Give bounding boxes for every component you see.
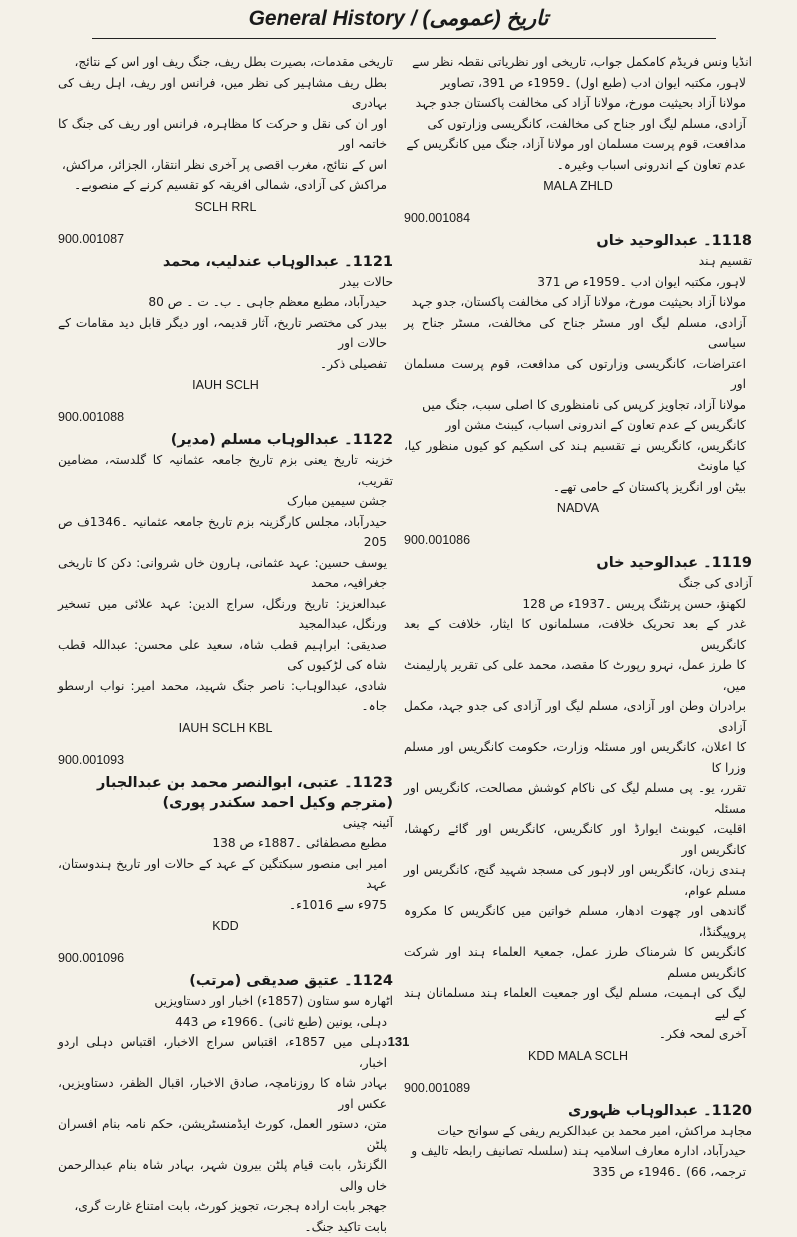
entry-text-line: الگزنڈر، بابت قیام پلٹن بیرون شہر، بہادر شاہ بنام عبدالرحمن خاں والی [58,1155,393,1196]
catalog-entry [58,52,393,214]
entry-text-line: آزادی، مسلم لیگ اور مسٹر جناح کی مخالفت، مسٹر جناح پر سیاسی [404,313,752,354]
catalog-entry [58,410,393,735]
entry-text-line: ہندی زبان، کانگریس اور لاہور کی مسجد شہید گنج، کانگریس اور مسلم عوام، [404,860,752,901]
entry-text-line: بابت تاکید جنگ۔ [58,1217,393,1237]
accession-number: 900.001088 [58,410,393,424]
entry-text-line: اعتراضات، کانگریسی وزارتوں کی مدافعت، قوم پرست مسلمان اور [404,354,752,395]
entry-text-line: مولانا آزاد، تجاویز کرپس کی نامنظوری کا اصلی سبب، جنگ میں [404,395,752,416]
catalog-entry [404,1081,752,1183]
entry-text-line: امیر ابی منصور سبکتگین کے عہد کے حالات اور تاریخ ہندوستان، عہد [58,854,393,895]
entry-text-line: جھجر بابت ارادہ ہجرت، تجویز کورٹ، بابت امتناع غارت گری، [58,1196,393,1217]
entry-text-line: بہادر شاہ کا روزنامچہ، صادق الاخبار، اقبال الظفر، دستاویزیں، عکس اور [58,1073,393,1114]
entry-text-line: اور ان کی نقل و حرکت کا مظاہرہ، فرانس اور ریف کی جنگ کا خاتمہ اور [58,114,393,155]
catalog-entry [58,951,393,1237]
entry-heading: 1122۔ عبدالوہاب مسلم (مدیر) [58,430,393,450]
header-divider [92,38,716,39]
entry-text-line: عدم تعاون کے اندرونی اسباب وغیرہ۔ [404,155,752,176]
entry-text-line: مطبع مصطفائی ۔1887ء ص 138 [58,833,393,854]
entry-text-line: مولانا آزاد بحیثیت مورخ، مولانا آزاد کی مخالفت پاکستان، جدو جہد [404,292,752,313]
entry-text-line: اس کے نتائج، مغرب اقصی پر آخری نظر انتقار، الجزائر، مراکش، [58,155,393,176]
entry-heading: 1124۔ عتیق صدیقی (مرتب) [58,971,393,991]
entry-heading: 1118۔ عبدالوحید خاں [404,231,752,251]
entry-text-line: بیٹن اور انگریز پاکستان کے حامی تھے۔ [404,477,752,498]
entry-text-line: ترجمہ، 66) ۔1946ء ص 335 [404,1162,752,1183]
entry-heading: 1121۔ عبدالوہاب عندلیب، محمد [58,252,393,272]
entry-text-line: لیگ کی اہمیت، مسلم لیگ اور جمعیت العلماء ہند مسلمانان ہند کے لیے [404,983,752,1024]
accession-number: 900.001093 [58,753,393,767]
entry-text-line: جشن سیمین مبارک [58,491,393,512]
entry-heading: 1123۔ عتبی، ابوالنصر محمد بن عبدالجبار (مترجم وکیل احمد سکندر پوری) [58,773,393,813]
entry-text-line: دہلی میں 1857ء، اقتباس سراج الاخبار، اقتباس دہلی اردو اخبار، [58,1032,393,1073]
catalog-entry [404,52,752,193]
entry-text-line: انڈیا ونس فریڈم کامکمل جواب، تاریخی اور نظریاتی نقطہ نظر سے [404,52,752,73]
entry-text-line: بطل ریف مشاہیر کی نظر میں، فرانس اور ریف، اہل ریف کی بہادری [58,73,393,114]
catalog-entry [58,753,393,934]
accession-number: 900.001086 [404,533,752,547]
entry-text-line: لکھنؤ، حسن پرنٹنگ پریس ۔1937ء ص 128 [404,594,752,615]
entry-text-line: لاہور، مکتبہ ایوان ادب ۔1959ء ص 371 [404,272,752,293]
entry-text-line: حیدرآباد، مجلس کارگزینہ بزم تاریخ جامعہ عثمانیہ ۔1346ف ص 205 [58,512,393,553]
entry-text-line: تفصیلی ذکر۔ [58,354,393,375]
library-codes: KDD MALA SCLH [404,1049,752,1063]
entry-text-line: تقرر، یو۔ پی مسلم لیگ کی ناکام کوشش مصالحت، کانگریس اور مسئلہ [404,778,752,819]
entry-text-line: دہلی، یونین (طبع ثانی) ۔1966ء ص 443 [58,1012,393,1033]
page-number: 131 [0,1034,797,1049]
entry-text-line: بیدر کی مختصر تاریخ، آثار قدیمہ، اور دیگر قابل دید مقامات کے حالات اور [58,313,393,354]
entry-text-line: لاہور، مکتبہ ایوان ادب (طبع اول) ۔1959ء ص 391، تصاویر [404,73,752,94]
library-codes: KDD [58,919,393,933]
catalog-entry [404,533,752,1063]
entry-text-line: اٹھارہ سو ستاون (1857ء) اخبار اور دستاویزیں [58,991,393,1012]
accession-number: 900.001089 [404,1081,752,1095]
accession-number: 900.001087 [58,232,393,246]
page-header [0,6,797,36]
entry-text-line: حالات بیدر [58,272,393,293]
catalog-entry [404,211,752,515]
entry-text-line: شادی، عبدالوہاب: ناصر جنگ شہید، محمد امیر: نواب ارسطو جاہ۔ [58,676,393,717]
accession-number: 900.001084 [404,211,752,225]
entry-text-line: کانگریس کا شرمناک طرز عمل، جمعیۃ العلماء ہند اور شرکت کانگریس مسلم [404,942,752,983]
page-header-title: General History / (عمومی) تاریخ [249,7,549,30]
entry-text-line: عبدالعزیز: تاریخ ورنگل، سراج الدین: عہد علائی میں تسخیر ورنگل، عبدالمجید [58,594,393,635]
catalog-entry [58,232,393,393]
entry-text-line: صدیقی: ابراہیم قطب شاہ، سعید علی محسن: عبداللہ قطب شاہ کی لڑکیوں کی [58,635,393,676]
entry-text-line: مولانا آزاد بحیثیت مورخ، مولانا آزاد کی مخالفت پاکستان جدو جہد [404,93,752,114]
entry-text-line: متن، دستور العمل، کورٹ ایڈمنسٹریشن، حکم نامہ بنام افسران پلٹن [58,1114,393,1155]
entry-text-line: تقسیم ہند [404,251,752,272]
entry-text-line: آزادی، مسلم لیگ اور جناح کی مخالفت، کانگریسی وزارتوں کی [404,114,752,135]
entry-text-line: خزینہ تاریخ یعنی بزم تاریخ جامعہ عثمانیہ کا گلدستہ، مضامین تقریب، [58,450,393,491]
entry-heading: 1119۔ عبدالوحید خاں [404,553,752,573]
entry-text-line: آزادی کی جنگ [404,573,752,594]
entry-text-line: حیدرآباد، مطبع معظم جاہی ۔ ب۔ ت ۔ ص 80 [58,292,393,313]
entry-text-line: کانگریس، کانگریس نے تقسیم ہند کی اسکیم کو کیوں منظور کیا، کیا ماونٹ [404,436,752,477]
entry-text-line: کا طرز عمل، نہرو رپورٹ کا مقصد، محمد علی کی تقریر پارلیمنٹ میں، [404,655,752,696]
entry-text-line: یوسف حسین: عہد عثمانی، ہارون خاں شروانی: دکن کا تاریخی جغرافیہ، محمد [58,553,393,594]
library-codes: IAUH SCLH [58,378,393,392]
entry-text-line: کانگریس کے عدم تعاون کے اندرونی اسباب، کیبنٹ مشن اور [404,415,752,436]
entry-text-line: مجاہد مراکش، امیر محمد بن عبدالکریم ریفی کے سوانح حیات [404,1121,752,1142]
entry-text-line: آئینہ چینی [58,813,393,834]
library-codes: NADVA [404,501,752,515]
entry-text-line: برادران وطن اور آزادی، مسلم لیگ اور آزادی کی جدو جہد، مکمل آزادی [404,696,752,737]
entry-text-line: مدافعت، قوم پرست مسلمان اور مولانا آزاد، جنگ میں کانگریس کے [404,134,752,155]
entry-text-line: اقلیت، کیوبنٹ ایوارڈ اور کانگریس، کانگریس اور گائے رکھشا، کانگریس اور [404,819,752,860]
entry-text-line: کا اعلان، کانگریس اور مسئلہ وزارت، حکومت کانگریس اور مسلم وزرا کا [404,737,752,778]
entry-text-line: آخری لمحہ فکر۔ [404,1024,752,1045]
left-column [58,52,393,1020]
accession-number: 900.001096 [58,951,393,965]
library-codes: IAUH SCLH KBL [58,721,393,735]
entry-text-line: تاریخی مقدمات، بصیرت بطل ریف، جنگ ریف اور اس کے نتائج، [58,52,393,73]
entry-heading: 1120۔ عبدالوہاب ظہوری [404,1101,752,1121]
library-codes: MALA ZHLD [404,179,752,193]
entry-text-line: غدر کے بعد تحریک خلافت، مسلمانوں کا ایثار، خلافت کے بعد کانگریس [404,614,752,655]
entry-text-line: گاندھی اور چھوت ادھار، مسلم خواتین میں کانگریس کا مکروہ پروپیگنڈا، [404,901,752,942]
right-column [404,52,752,1020]
entry-text-line: 975ء سے 1016ء۔ [58,895,393,916]
library-codes: SCLH RRL [58,200,393,214]
entry-text-line: حیدرآباد، ادارہ معارف اسلامیہ ہند (سلسلہ تصانیف رابطہ تالیف و [404,1141,752,1162]
entry-text-line: مراکش کی آزادی، شمالی افریقہ کو تقسیم کرنے کے منصوبے۔ [58,175,393,196]
